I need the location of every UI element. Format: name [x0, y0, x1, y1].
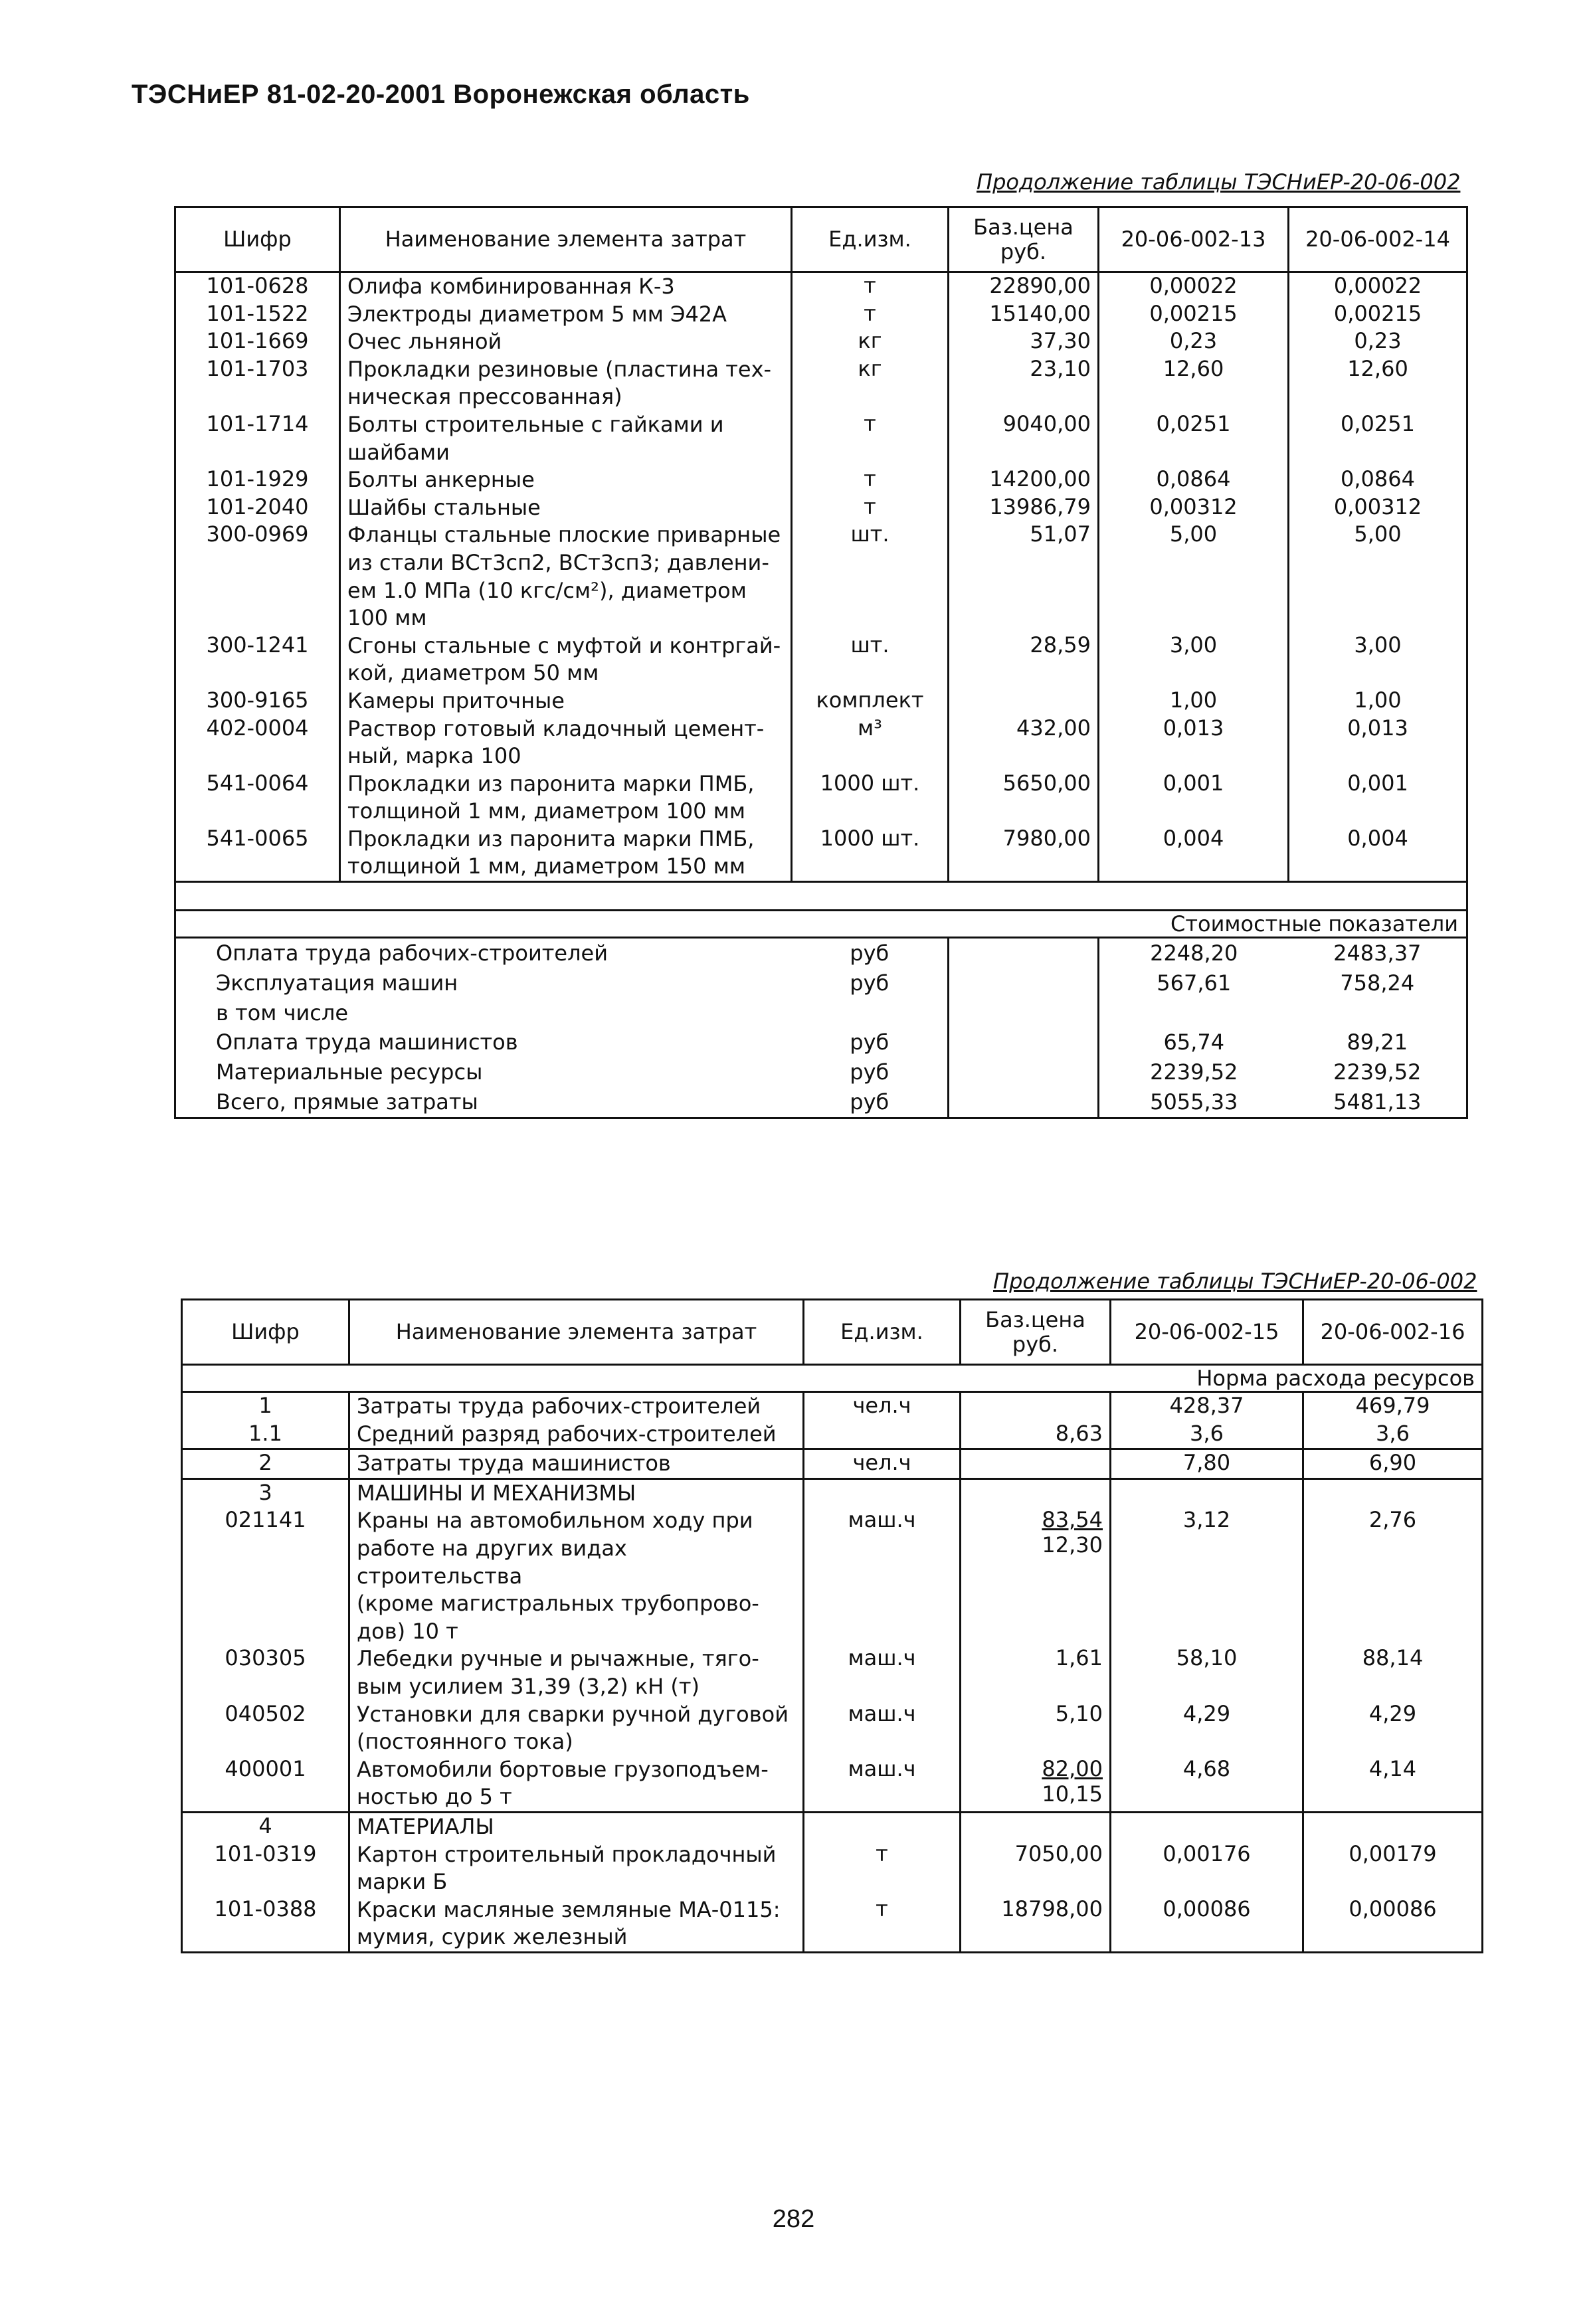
row-value-col2: [1303, 1478, 1483, 1507]
table-row: [182, 1645, 1483, 1700]
row-code: 4: [182, 1812, 349, 1840]
header-col1: 20-06-002-15: [1111, 1300, 1303, 1365]
row-name: [349, 1421, 804, 1449]
row-name-line: Автомобили бортовые грузоподъем-: [357, 1756, 769, 1782]
summary-label: Оплата труда рабочих-строителей: [175, 938, 792, 968]
row-name-line: работе на других видах строительства: [357, 1535, 627, 1589]
row-name-line: Лебедки ручные и рычажные, тяго-: [357, 1646, 759, 1672]
header-price: [961, 1300, 1111, 1365]
row-name: [349, 1841, 804, 1896]
row-name-line: Камеры приточные: [347, 687, 565, 713]
header-col2: 20-06-002-14: [1289, 207, 1467, 272]
row-unit: м³: [792, 715, 949, 770]
row-name-line: Краски масляные земляные МА-0115:: [357, 1896, 781, 1922]
table-row: [182, 1841, 1483, 1896]
row-value-col2: 12,60: [1289, 356, 1467, 411]
row-name-line: ный, марка 100: [347, 743, 521, 769]
cost-caption: Стоимостные показатели: [175, 911, 1467, 938]
row-value-col1: 3,6: [1111, 1421, 1303, 1449]
summary-value-col2: [1289, 998, 1467, 1028]
row-name-line: Затраты труда рабочих-строителей: [357, 1393, 761, 1419]
norm-caption: Норма расхода ресурсов: [182, 1365, 1483, 1392]
row-name-line: Фланцы стальные плоские приварные: [347, 522, 781, 548]
row-code: 030305: [182, 1645, 349, 1700]
row-name: [340, 411, 792, 466]
row-name-line: вым усилием 31,39 (3,2) кН (т): [357, 1673, 700, 1699]
summary-price: [949, 968, 1099, 998]
row-value-col2: 0,00215: [1289, 301, 1467, 329]
row-code: 541-0064: [175, 770, 340, 826]
row-price: 8,63: [961, 1421, 1111, 1449]
row-value-col1: 4,68: [1111, 1756, 1303, 1813]
table-row: [175, 466, 1467, 494]
table-row: [175, 632, 1467, 687]
row-name: [349, 1756, 804, 1813]
row-code: 300-1241: [175, 632, 340, 687]
row-value-col1: 0,00215: [1099, 301, 1289, 329]
row-value-col1: 7,80: [1111, 1449, 1303, 1479]
row-code: 1.1: [182, 1421, 349, 1449]
row-code: 021141: [182, 1507, 349, 1645]
header-code: Шифр: [182, 1300, 349, 1365]
table1-summary: [175, 882, 1467, 1118]
row-value-col1: 58,10: [1111, 1645, 1303, 1700]
summary-row: [175, 998, 1467, 1028]
summary-unit: руб: [792, 938, 949, 968]
row-unit: кг: [792, 356, 949, 411]
header-code: Шифр: [175, 207, 340, 272]
row-unit: т: [804, 1841, 961, 1896]
row-name-line: МАТЕРИАЛЫ: [357, 1813, 494, 1839]
row-name: [349, 1701, 804, 1756]
row-name: [349, 1645, 804, 1700]
document-header: ТЭСНиЕР 81-02-20-2001 Воронежская область: [132, 80, 750, 109]
row-value-col2: 0,001: [1289, 770, 1467, 826]
header-unit: Ед.изм.: [792, 207, 949, 272]
row-price: 28,59: [949, 632, 1099, 687]
row-name: [349, 1896, 804, 1953]
row-name: [349, 1392, 804, 1421]
table-row: [182, 1449, 1483, 1479]
row-name: [340, 356, 792, 411]
summary-unit: руб: [792, 1028, 949, 1057]
row-price: 5650,00: [949, 770, 1099, 826]
summary-price: [949, 1087, 1099, 1118]
row-value-col2: 0,0251: [1289, 411, 1467, 466]
summary-value-col1: 2239,52: [1150, 1059, 1238, 1085]
row-value-col2: 469,79: [1303, 1392, 1483, 1421]
row-value-col1: 3,12: [1111, 1507, 1303, 1645]
row-code: 101-1929: [175, 466, 340, 494]
row-value-col1: 1,00: [1099, 687, 1289, 715]
row-price: 37,30: [949, 328, 1099, 356]
row-value-col1: 0,004: [1099, 826, 1289, 882]
row-price: 7980,00: [949, 826, 1099, 882]
table2-header: [182, 1300, 1483, 1365]
row-code: 300-9165: [175, 687, 340, 715]
summary-value-col1: 65,74: [1163, 1029, 1225, 1055]
table-row: [175, 356, 1467, 411]
row-name-line: (кроме магистральных трубопрово-: [357, 1591, 759, 1617]
summary-price: [949, 1028, 1099, 1057]
table-row: [175, 715, 1467, 770]
row-value-col1: 3,00: [1099, 632, 1289, 687]
table-row: [175, 826, 1467, 882]
summary-value-col1: [1099, 998, 1289, 1028]
table1-header: [175, 207, 1467, 272]
row-value-col2: 0,00086: [1303, 1896, 1483, 1953]
row-value-col1: 0,0864: [1099, 466, 1289, 494]
summary-label: Эксплуатация машин: [175, 968, 792, 998]
summary-label: Всего, прямые затраты: [175, 1087, 792, 1118]
header-col2: 20-06-002-16: [1303, 1300, 1483, 1365]
resource-table-1: [174, 206, 1468, 1119]
row-name-line: ностью до 5 т: [357, 1784, 512, 1810]
row-price-line2: 10,15: [1042, 1781, 1103, 1807]
row-value-col1: 0,013: [1099, 715, 1289, 770]
row-value-col2: 3,00: [1289, 632, 1467, 687]
row-name-line: Шайбы стальные: [347, 494, 541, 520]
row-unit: т: [792, 466, 949, 494]
row-code: 2: [182, 1449, 349, 1479]
row-name: [340, 466, 792, 494]
row-unit: чел.ч: [804, 1392, 961, 1421]
row-code: 400001: [182, 1756, 349, 1813]
row-price: 23,10: [949, 356, 1099, 411]
header-unit: Ед.изм.: [804, 1300, 961, 1365]
row-unit: 1000 шт.: [792, 770, 949, 826]
row-value-col2: 4,29: [1303, 1701, 1483, 1756]
row-code: 101-0628: [175, 272, 340, 301]
row-value-col2: [1303, 1812, 1483, 1840]
row-price: 5,10: [961, 1701, 1111, 1756]
row-name-line: (постоянного тока): [357, 1729, 573, 1755]
row-value-col1: 0,00022: [1099, 272, 1289, 301]
table2-body: [182, 1365, 1483, 1953]
row-price: [961, 1812, 1111, 1840]
row-unit: т: [792, 272, 949, 301]
row-value-col2: 0,23: [1289, 328, 1467, 356]
table-row: [175, 521, 1467, 632]
row-price: [961, 1392, 1111, 1421]
row-price: [949, 687, 1099, 715]
row-code: 101-2040: [175, 494, 340, 522]
header-price-line2: руб.: [1000, 238, 1047, 264]
summary-row: [175, 1087, 1467, 1118]
row-name-line: Сгоны стальные с муфтой и контргай-: [347, 632, 781, 658]
row-unit: кг: [792, 328, 949, 356]
row-unit: маш.ч: [804, 1756, 961, 1813]
row-name: [340, 715, 792, 770]
summary-row: [175, 1028, 1467, 1057]
row-unit: шт.: [792, 521, 949, 632]
row-name-line: толщиной 1 мм, диаметром 150 мм: [347, 853, 745, 879]
row-name: [349, 1507, 804, 1645]
row-code: 300-0969: [175, 521, 340, 632]
summary-value-col1: 567,61: [1157, 970, 1232, 996]
summary-label: Материальные ресурсы: [175, 1057, 792, 1087]
header-price-line2: руб.: [1012, 1331, 1059, 1357]
row-unit: шт.: [792, 632, 949, 687]
table-row: [175, 494, 1467, 522]
summary-price: [949, 998, 1099, 1028]
row-value-col2: 0,004: [1289, 826, 1467, 882]
row-name-line: толщиной 1 мм, диаметром 100 мм: [347, 798, 745, 824]
table-row: [182, 1756, 1483, 1813]
table2-continuation-caption: [993, 1269, 1477, 1294]
header-name: Наименование элемента затрат: [349, 1300, 804, 1365]
summary-unit: [792, 998, 949, 1028]
row-code: 3: [182, 1478, 349, 1507]
summary-price: [949, 1057, 1099, 1087]
row-name: [340, 272, 792, 301]
row-value-col2: 3,6: [1303, 1421, 1483, 1449]
row-name-line: дов) 10 т: [357, 1618, 458, 1644]
spacer-row: [175, 882, 1467, 911]
row-price: 18798,00: [961, 1896, 1111, 1953]
summary-label: Оплата труда машинистов: [175, 1028, 792, 1057]
row-name: [340, 687, 792, 715]
row-price: 7050,00: [961, 1841, 1111, 1896]
table-row: [175, 411, 1467, 466]
header-price: [949, 207, 1099, 272]
row-price: 432,00: [949, 715, 1099, 770]
summary-value-col2: 89,21: [1289, 1028, 1467, 1057]
row-unit: 1000 шт.: [792, 826, 949, 882]
row-name-line: Установки для сварки ручной дуговой: [357, 1701, 789, 1727]
row-value-col1: 0,00312: [1099, 494, 1289, 522]
table-row: [175, 687, 1467, 715]
summary-value-col2: 2239,52: [1289, 1057, 1467, 1087]
row-value-col1: 0,00086: [1111, 1896, 1303, 1953]
row-name-line: Болты строительные с гайками и: [347, 411, 724, 437]
row-price: 51,07: [949, 521, 1099, 632]
row-name: [340, 826, 792, 882]
row-name-line: Затраты труда машинистов: [357, 1451, 671, 1476]
row-name-line: Болты анкерные: [347, 467, 535, 493]
row-value-col1: 0,0251: [1099, 411, 1289, 466]
row-name-line: Прокладки резиновые (пластина тех-: [347, 356, 772, 382]
summary-value-col2: 2483,37: [1289, 938, 1467, 968]
summary-value-col1: 5055,33: [1099, 1087, 1289, 1118]
row-unit: маш.ч: [804, 1701, 961, 1756]
summary-price: [949, 938, 1099, 968]
summary-unit: руб: [792, 1087, 949, 1118]
row-unit: [804, 1812, 961, 1840]
summary-value-col2: 5481,13: [1289, 1087, 1467, 1118]
row-name: [340, 770, 792, 826]
table-row: [175, 770, 1467, 826]
row-value-col1: 0,00176: [1111, 1841, 1303, 1896]
row-value-col1: 12,60: [1099, 356, 1289, 411]
table1-continuation-caption: [977, 169, 1460, 195]
row-price: 1,61: [961, 1645, 1111, 1700]
row-price: [961, 1478, 1111, 1507]
row-value-col1: 0,001: [1099, 770, 1289, 826]
row-value-col2: 0,00312: [1289, 494, 1467, 522]
row-value-col2: 1,00: [1289, 687, 1467, 715]
row-code: 101-1669: [175, 328, 340, 356]
row-name-line: мумия, сурик железный: [357, 1924, 628, 1950]
row-name-line: шайбами: [347, 439, 450, 465]
row-unit: [804, 1478, 961, 1507]
table-row: [175, 328, 1467, 356]
row-name-line: Прокладки из паронита марки ПМБ,: [347, 770, 755, 796]
row-value-col2: 5,00: [1289, 521, 1467, 632]
row-code: 1: [182, 1392, 349, 1421]
table2-continuation-text: Продолжение таблицы ТЭСНиЕР-20-06-002: [993, 1269, 1477, 1294]
row-unit: т: [792, 411, 949, 466]
summary-value-col1: 2248,20: [1150, 940, 1238, 966]
row-unit: т: [792, 494, 949, 522]
row-price: 22890,00: [949, 272, 1099, 301]
row-value-col1: 0,23: [1099, 328, 1289, 356]
row-name-line: МАШИНЫ И МЕХАНИЗМЫ: [357, 1480, 636, 1506]
row-name-line: Раствор готовый кладочный цемент-: [347, 715, 765, 741]
row-name: [340, 301, 792, 329]
row-name: [340, 521, 792, 632]
row-price: 15140,00: [949, 301, 1099, 329]
summary-label: в том числе: [175, 998, 792, 1028]
row-unit: комплект: [792, 687, 949, 715]
table1-continuation-text: Продолжение таблицы ТЭСНиЕР-20-06-002: [977, 169, 1461, 195]
row-price: [961, 1756, 1111, 1813]
table-row: [182, 1812, 1483, 1840]
row-value-col2: 0,00179: [1303, 1841, 1483, 1896]
table-row: [182, 1478, 1483, 1507]
row-name-line: 100 мм: [347, 605, 427, 631]
row-unit: чел.ч: [804, 1449, 961, 1479]
header-price-line1: Баз.цена: [973, 214, 1074, 240]
row-value-col2: 0,00022: [1289, 272, 1467, 301]
row-value-col2: 0,013: [1289, 715, 1467, 770]
row-code: 101-0319: [182, 1841, 349, 1896]
row-unit: т: [804, 1896, 961, 1953]
row-name: [349, 1812, 804, 1840]
table-row: [182, 1392, 1483, 1421]
row-name-line: Картон строительный прокладочный: [357, 1841, 777, 1867]
summary-row: [175, 1057, 1467, 1087]
header-price-line1: Баз.цена: [985, 1306, 1085, 1332]
row-code: 101-1522: [175, 301, 340, 329]
row-name: [340, 632, 792, 687]
header-col1: 20-06-002-13: [1099, 207, 1289, 272]
summary-unit: руб: [792, 1057, 949, 1087]
row-price: 13986,79: [949, 494, 1099, 522]
row-value-col1: [1111, 1812, 1303, 1840]
summary-unit: руб: [792, 968, 949, 998]
table-row: [182, 1701, 1483, 1756]
table-row: [182, 1896, 1483, 1953]
header-name: Наименование элемента затрат: [340, 207, 792, 272]
row-price-line1: 82,00: [1042, 1755, 1103, 1781]
row-name-line: из стали ВСт3сп2, ВСт3сп3; давлени-: [347, 549, 769, 575]
row-code: 101-0388: [182, 1896, 349, 1953]
row-unit: маш.ч: [804, 1507, 961, 1645]
row-value-col1: 5,00: [1099, 521, 1289, 632]
row-value-col2: 4,14: [1303, 1756, 1483, 1813]
row-code: 101-1703: [175, 356, 340, 411]
row-name-line: Средний разряд рабочих-строителей: [357, 1421, 777, 1447]
page-number: 282: [772, 2205, 815, 2233]
row-name-line: Очес льняной: [347, 329, 502, 355]
table-row: [175, 301, 1467, 329]
row-price: 14200,00: [949, 466, 1099, 494]
table1-body: [175, 272, 1467, 882]
row-value-col2: 6,90: [1303, 1449, 1483, 1479]
row-code: 402-0004: [175, 715, 340, 770]
row-name-line: Электроды диаметром 5 мм Э42А: [347, 301, 727, 327]
row-unit: маш.ч: [804, 1645, 961, 1700]
row-price-line2: 12,30: [1042, 1532, 1103, 1558]
row-name-line: кой, диаметром 50 мм: [347, 660, 599, 686]
row-value-col2: 0,0864: [1289, 466, 1467, 494]
row-code: 541-0065: [175, 826, 340, 882]
row-name-line: Олифа комбинированная К-3: [347, 274, 675, 299]
resource-table-2: [181, 1298, 1483, 1953]
row-value-col2: 2,76: [1303, 1507, 1483, 1645]
row-value-col1: 428,37: [1111, 1392, 1303, 1421]
row-value-col1: [1111, 1478, 1303, 1507]
cost-caption-row: [175, 911, 1467, 938]
row-unit: т: [792, 301, 949, 329]
table-row: [175, 272, 1467, 301]
summary-row: [175, 938, 1467, 968]
summary-row: [175, 968, 1467, 998]
row-name: [349, 1449, 804, 1479]
row-value-col2: 88,14: [1303, 1645, 1483, 1700]
spacer-cell: [175, 882, 1467, 911]
row-price-line1: 83,54: [1042, 1507, 1103, 1533]
row-name-line: марки Б: [357, 1869, 448, 1895]
row-value-col1: 4,29: [1111, 1701, 1303, 1756]
row-price: [961, 1449, 1111, 1479]
row-price: 9040,00: [949, 411, 1099, 466]
row-name-line: Прокладки из паронита марки ПМБ,: [347, 826, 755, 851]
row-name-line: ническая прессованная): [347, 384, 622, 410]
row-name: [349, 1478, 804, 1507]
row-unit: [804, 1421, 961, 1449]
row-name: [340, 494, 792, 522]
table-row: [182, 1421, 1483, 1449]
row-name: [340, 328, 792, 356]
row-price: [961, 1507, 1111, 1645]
row-name-line: ем 1.0 МПа (10 кгс/см²), диаметром: [347, 577, 747, 603]
row-code: 040502: [182, 1701, 349, 1756]
summary-value-col2: 758,24: [1289, 968, 1467, 998]
norm-caption-row: [182, 1365, 1483, 1392]
row-code: 101-1714: [175, 411, 340, 466]
row-name-line: Краны на автомобильном ходу при: [357, 1508, 753, 1534]
table-row: [182, 1507, 1483, 1645]
